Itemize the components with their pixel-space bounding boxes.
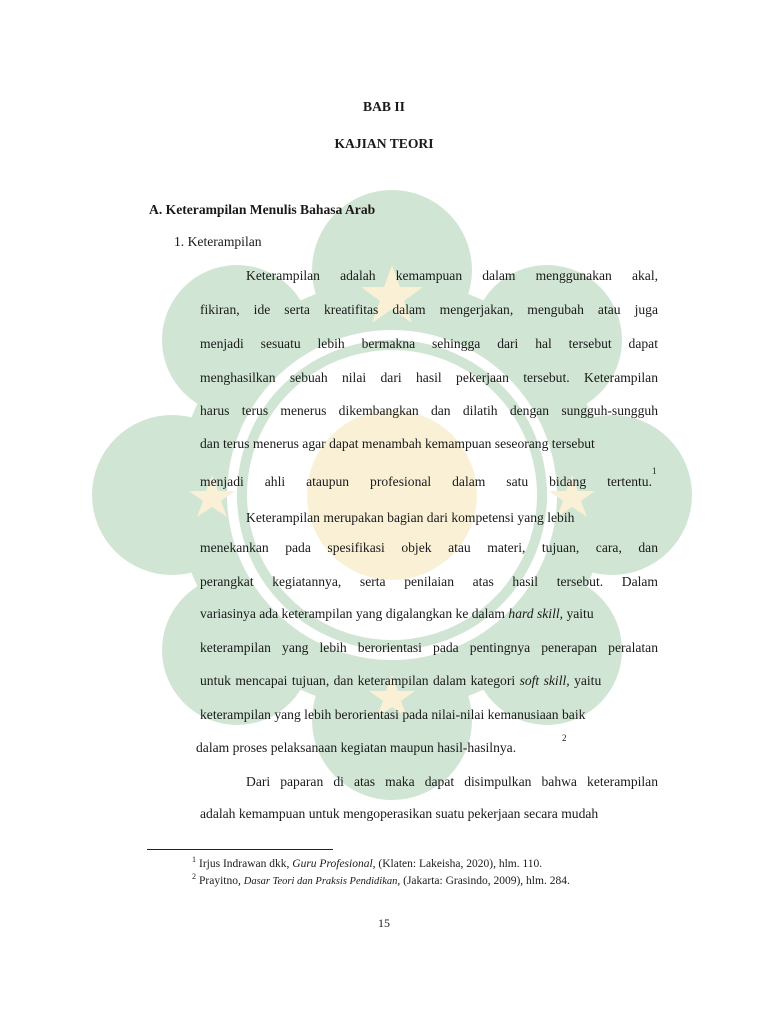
footnote bbox=[192, 872, 570, 887]
footnote-number: 1 bbox=[192, 855, 196, 864]
footnote-text: Prayitno, bbox=[199, 875, 244, 887]
paragraph-line: dan terus menerus agar dapat menambah kemampuan seseorang tersebut bbox=[200, 436, 595, 451]
paragraph-line: keterampilan yang lebih berorientasi pada nilai-nilai kemanusiaan baik bbox=[200, 707, 586, 722]
paragraph-line bbox=[200, 606, 594, 622]
paragraph-line: Dari paparan di atas maka dapat disimpulkan bahwa keterampilan bbox=[246, 774, 658, 789]
paragraph-line: harus terus menerus dikembangkan dan dilatih dengan sungguh-sungguh bbox=[200, 403, 658, 418]
paragraph-line: menghasilkan sebuah nilai dari hasil pekerjaan tersebut. Keterampilan bbox=[200, 370, 658, 385]
footnote-text: Irjus Indrawan dkk, bbox=[199, 858, 293, 870]
text-run: yaitu bbox=[574, 673, 602, 688]
footnote-ref: 1 bbox=[652, 466, 657, 476]
paragraph-line: menjadi ahli ataupun profesional dalam satu bidang tertentu. bbox=[200, 474, 652, 489]
paragraph-line: perangkat kegiatannya, serta penilaian atas hasil tersebut. Dalam bbox=[200, 574, 658, 589]
paragraph-line: menekankan pada spesifikasi objek atau materi, tujuan, cara, dan bbox=[200, 540, 658, 555]
italic-term: soft skill, bbox=[519, 673, 570, 688]
paragraph-line: Keterampilan merupakan bagian dari kompetensi yang lebih bbox=[246, 510, 575, 525]
footnote-divider bbox=[147, 849, 333, 850]
paragraph-line: menjadi sesuatu lebih bermakna sehingga dari hal tersebut dapat bbox=[200, 336, 658, 351]
chapter-title: KAJIAN TEORI bbox=[334, 136, 434, 151]
footnote bbox=[192, 855, 542, 870]
subsection-heading: 1. Keterampilan bbox=[174, 234, 262, 249]
paragraph-line: keterampilan yang lebih berorientasi pada pentingnya penerapan peralatan bbox=[200, 640, 658, 655]
footnote-title: Dasar Teori dan Praksis Pendidikan bbox=[243, 876, 398, 887]
footnote-number: 2 bbox=[192, 872, 196, 881]
paragraph-line bbox=[200, 673, 601, 689]
footnote-text: , (Klaten: Lakeisha, 2020), hlm. 110. bbox=[372, 858, 543, 870]
page-number: 15 bbox=[378, 916, 390, 930]
section-heading: A. Keterampilan Menulis Bahasa Arab bbox=[149, 202, 376, 217]
italic-term: hard skill, bbox=[508, 606, 564, 621]
paragraph-line: adalah kemampuan untuk mengoperasikan suatu pekerjaan secara mudah bbox=[200, 806, 599, 821]
paragraph-line: fikiran, ide serta kreatifitas dalam mengerjakan, mengubah atau juga bbox=[200, 302, 658, 317]
paragraph-line: Keterampilan adalah kemampuan dalam menggunakan akal, bbox=[246, 268, 658, 283]
text-run: yaitu bbox=[566, 606, 594, 621]
chapter-number: BAB II bbox=[363, 99, 405, 114]
footnote-title: Guru Profesional bbox=[292, 858, 373, 870]
paragraph-line: dalam proses pelaksanaan kegiatan maupun hasil-hasilnya. bbox=[196, 740, 517, 755]
footnote-text: , (Jakarta: Grasindo, 2009), hlm. 284. bbox=[397, 875, 570, 887]
text-run: variasinya ada keterampilan yang digalangkan ke dalam bbox=[200, 606, 505, 621]
text-run: untuk mencapai tujuan, dan keterampilan dalam kategori bbox=[200, 673, 516, 688]
footnote-ref: 2 bbox=[562, 733, 567, 743]
